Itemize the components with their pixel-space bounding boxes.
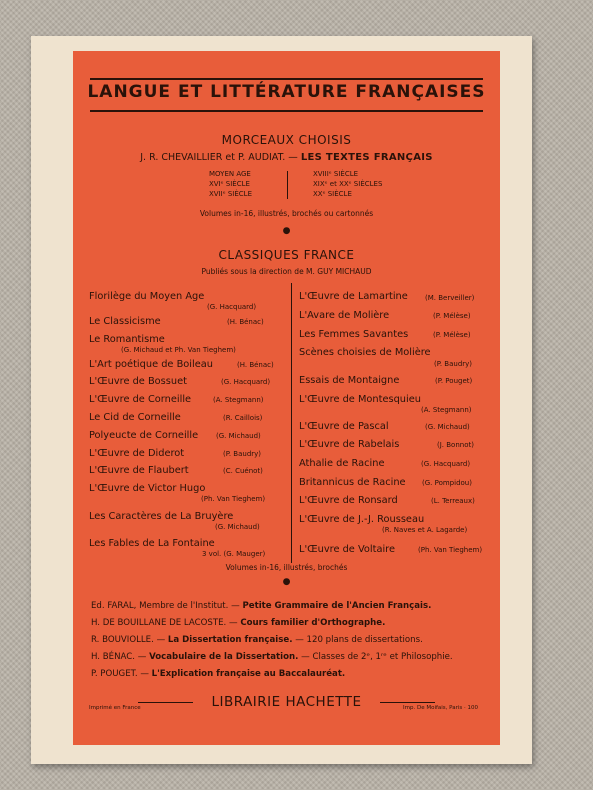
period: XIXᵉ et XXᵉ SIÈCLES xyxy=(313,180,383,188)
list-item: Florilège du Moyen Age xyxy=(89,291,205,302)
red-panel xyxy=(73,51,500,745)
list-item: Athalie de Racine xyxy=(299,458,385,469)
list-item: L'Œuvre de Corneille xyxy=(89,394,192,405)
other-title: L'Explication française au Baccalauréat. xyxy=(151,669,346,679)
other-author: P. POUGET. — xyxy=(91,669,149,679)
list-item-editor: (G. Hacquard) xyxy=(221,378,271,386)
other-title: Petite Grammaire de l'Ancien Français. xyxy=(242,601,432,611)
list-item: L'Œuvre de Flaubert xyxy=(89,465,189,476)
list-item: L'Œuvre de Lamartine xyxy=(299,291,408,302)
period: XVIIIᵉ SIÈCLE xyxy=(313,170,359,178)
list-item-editor: (P. Mélèse) xyxy=(433,331,471,339)
bullet-separator: ● xyxy=(282,226,291,236)
list-item-editor: (G. Hacquard) xyxy=(421,460,471,468)
classiques-format: Volumes in-16, illustrés, brochés xyxy=(225,563,348,572)
morceaux-heading: MORCEAUX CHOISIS xyxy=(221,133,352,147)
morceaux-format: Volumes in-16, illustrés, brochés ou cartonnés xyxy=(199,209,374,218)
title-rule-bottom xyxy=(90,110,483,112)
other-title: Cours familier d'Orthographe. xyxy=(240,618,386,628)
list-item-editor: (G. Michaud et Ph. Van Tieghem) xyxy=(121,346,236,354)
list-item-editor: (P. Pouget) xyxy=(435,377,473,385)
list-item: L'Œuvre de Montesquieu xyxy=(299,394,421,405)
period: XVIIᵉ SIÈCLE xyxy=(209,190,252,198)
morceaux-authors-line xyxy=(73,152,500,163)
list-item-editor: (G. Michaud) xyxy=(216,432,261,440)
bullet-separator: ● xyxy=(282,577,291,587)
morceaux-authors: J. R. CHEVAILLIER et P. AUDIAT. — xyxy=(140,152,298,163)
list-item-editor: (P. Baudry) xyxy=(434,360,473,368)
list-item-editor: (G. Hacquard) xyxy=(207,303,257,311)
classiques-heading: CLASSIQUES FRANCE xyxy=(218,248,355,262)
list-item: Le Classicisme xyxy=(89,316,161,327)
list-item: L'Œuvre de Voltaire xyxy=(299,544,396,555)
other-author: Ed. FARAL, Membre de l'Institut. — xyxy=(91,601,240,611)
list-item: L'Art poétique de Boileau xyxy=(89,359,213,370)
other-title-line xyxy=(91,669,345,679)
list-item: Scènes choisies de Molière xyxy=(299,347,431,358)
list-item-editor: (G. Pompidou) xyxy=(422,479,472,487)
other-title-line xyxy=(91,635,423,645)
other-author: H. DE BOUILLANE DE LACOSTE. — xyxy=(91,618,238,628)
list-item: L'Œuvre de J.-J. Rousseau xyxy=(299,514,425,525)
list-item: L'Œuvre de Bossuet xyxy=(89,376,187,387)
morceaux-right-col xyxy=(313,169,382,199)
morceaux-left-col xyxy=(209,169,252,199)
other-author: R. BOUVIOLLE. — xyxy=(91,635,166,645)
list-item-editor: (G. Michaud) xyxy=(215,523,260,531)
list-item-editor: (J. Bonnot) xyxy=(437,441,474,449)
list-item-editor: (A. Stegmann) xyxy=(421,406,472,414)
list-item: L'Œuvre de Rabelais xyxy=(299,439,400,450)
list-item-editor: (Ph. Van Tieghem) xyxy=(418,546,483,554)
page-title: LANGUE ET LITTÉRATURE FRANÇAISES xyxy=(87,82,486,102)
list-item: Le Romantisme xyxy=(89,334,165,345)
other-title-line xyxy=(91,618,385,628)
list-item: Polyeucte de Corneille xyxy=(89,430,199,441)
column-divider xyxy=(291,283,292,563)
other-title-line xyxy=(91,652,453,662)
publisher-name: LIBRAIRIE HACHETTE xyxy=(211,694,362,710)
list-item-editor: (P. Baudry) xyxy=(223,450,262,458)
other-title: Vocabulaire de la Dissertation. xyxy=(149,652,299,662)
title-rule-top xyxy=(90,78,483,80)
list-item-editor: (L. Terreaux) xyxy=(431,497,475,505)
printer-imprint: Imp. De Moifais, Paris · 100 xyxy=(403,705,479,711)
classiques-direction: Publiés sous la direction de M. GUY MICHAUD xyxy=(201,267,372,276)
list-item-editor: (G. Michaud) xyxy=(425,423,470,431)
other-author: H. BÉNAC. — xyxy=(91,652,147,662)
list-item: L'Œuvre de Pascal xyxy=(299,421,389,432)
list-item-editor: (P. Mélèse) xyxy=(433,312,471,320)
list-item-editor: (H. Bénac) xyxy=(237,361,274,369)
period: MOYEN AGE xyxy=(209,170,251,178)
list-item-editor: (Ph. Van Tieghem) xyxy=(201,495,266,503)
list-item-editor: (R. Naves et A. Lagarde) xyxy=(382,526,468,534)
list-item: Le Cid de Corneille xyxy=(89,412,181,423)
list-item-editor: (H. Bénac) xyxy=(227,318,264,326)
list-item: Les Caractères de La Bruyère xyxy=(89,511,234,522)
other-title: La Dissertation française. xyxy=(167,635,293,645)
other-note: — Classes de 2ᵉ, 1ʳᵉ et Philosophie. xyxy=(301,652,453,662)
printed-in-france: Imprimé en France xyxy=(89,705,141,711)
period-divider xyxy=(287,171,288,199)
period: XXᵉ SIÈCLE xyxy=(313,190,352,198)
list-item-editor: (M. Berveiller) xyxy=(425,294,475,302)
other-title-line xyxy=(91,601,431,611)
list-item-editor: (A. Stegmann) xyxy=(213,396,264,404)
list-item: Les Femmes Savantes xyxy=(299,329,409,340)
list-item-editor: (C. Cuénot) xyxy=(223,467,263,475)
list-item-editor: 3 vol. (G. Mauger) xyxy=(202,550,266,558)
list-item: Les Fables de La Fontaine xyxy=(89,538,215,549)
list-item: L'Œuvre de Victor Hugo xyxy=(89,483,206,494)
morceaux-series: LES TEXTES FRANÇAIS xyxy=(300,152,433,163)
list-item: L'Œuvre de Diderot xyxy=(89,448,185,459)
list-item: L'Œuvre de Ronsard xyxy=(299,495,398,506)
period: XVIᵉ SIÈCLE xyxy=(209,180,250,188)
list-item: Britannicus de Racine xyxy=(299,477,406,488)
other-note: — 120 plans de dissertations. xyxy=(295,635,423,645)
list-item: Essais de Montaigne xyxy=(299,375,400,386)
list-item-editor: (R. Caillois) xyxy=(223,414,263,422)
list-item: L'Avare de Molière xyxy=(299,310,390,321)
